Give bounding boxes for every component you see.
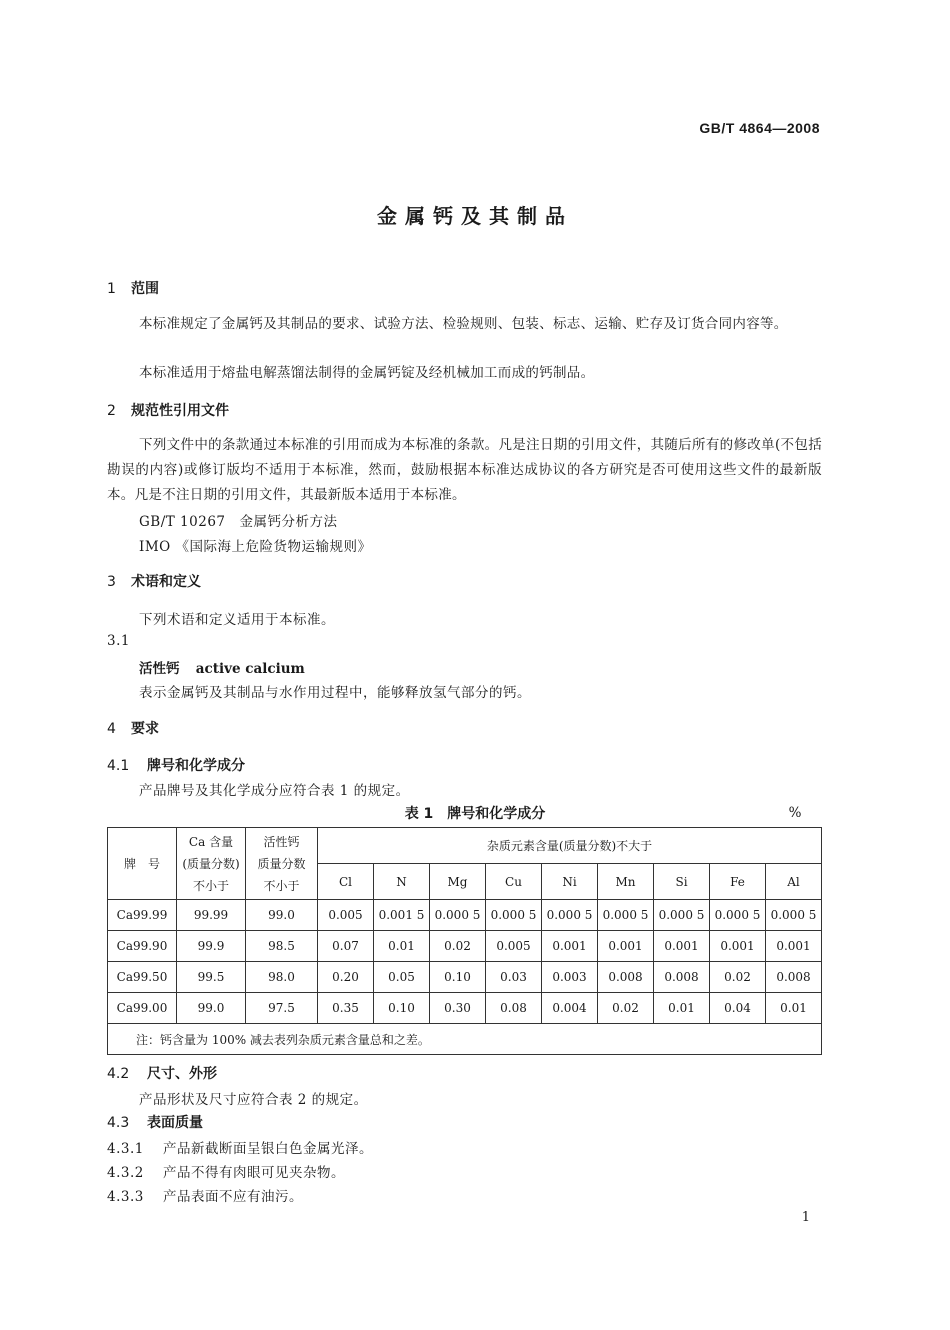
paragraph [107,361,822,386]
cell-grade: Ca99.90 [108,931,177,962]
cell-value: 0.02 [598,993,654,1024]
cell-value: 0.35 [318,993,374,1024]
table-row [108,993,822,1024]
cell-active: 99.0 [246,900,318,931]
section-title: 规范性引用文件 [131,403,229,419]
header-element: Mn [598,864,654,900]
cell-active: 98.5 [246,931,318,962]
clause-text: 产品表面不应有油污。 [163,1189,303,1205]
cell-grade: Ca99.00 [108,993,177,1024]
cell-value: 0.10 [430,962,486,993]
header-ca-content: Ca 含量 (质量分数) 不小于 [177,828,246,900]
paragraph [107,433,822,508]
section-title: 术语和定义 [131,574,201,590]
cell-value: 0.08 [486,993,542,1024]
table-unit: % [788,805,802,821]
cell-value: 0.03 [486,962,542,993]
cell-value: 0.000 5 [486,900,542,931]
page-number: 1 [801,1210,810,1225]
section-number: 4 [107,721,116,737]
header-element: N [374,864,430,900]
cell-active: 97.5 [246,993,318,1024]
cell-value: 0.001 5 [374,900,430,931]
term-english: active calcium [195,661,305,677]
cell-value: 0.000 5 [430,900,486,931]
cell-value: 0.005 [486,931,542,962]
table-row [108,931,822,962]
header-element: Cl [318,864,374,900]
cell-value: 0.02 [710,962,766,993]
cell-value: 0.000 5 [542,900,598,931]
section-2-heading [107,400,229,420]
cell-value: 0.008 [654,962,710,993]
section-number: 4.3 [107,1115,130,1131]
section-4-heading [107,718,159,738]
cell-value: 0.001 [710,931,766,962]
table-note: 注：钙含量为 100% 减去表列杂质元素含量总和之差。 [108,1024,822,1055]
header-element: Mg [430,864,486,900]
section-1-heading [107,278,159,298]
cell-value: 0.001 [598,931,654,962]
paragraph-text: 下列文件中的条款通过本标准的引用而成为本标准的条款。凡是注日期的引用文件，其随后所有的修改单(不包括勘误的内容)或修订版均不适用于本标准，然而，鼓励根据本标准达成协议的各方研究是否可使用这些文件的最新版本。凡是不注日期的引用文件，其最新版本适用于本标准。 [107,437,822,503]
section-number: 1 [107,281,116,297]
header-element: Ni [542,864,598,900]
cell-value: 0.003 [542,962,598,993]
table-row [108,962,822,993]
term-entry [139,657,305,677]
subsection-4-3-heading [107,1112,203,1132]
cell-value: 0.000 5 [710,900,766,931]
section-title: 表面质量 [147,1115,203,1131]
section-3-heading [107,571,201,591]
section-title: 牌号和化学成分 [147,758,245,774]
clause-4-3-1 [107,1137,373,1157]
term-definition: 表示金属钙及其制品与水作用过程中，能够释放氢气部分的钙。 [139,685,531,701]
header-element: Cu [486,864,542,900]
subsection-4-1-heading [107,755,245,775]
normative-reference: GB/T 10267 金属钙分析方法 [139,514,338,530]
cell-value: 0.001 [654,931,710,962]
cell-value: 0.001 [542,931,598,962]
clause-text: 产品不得有肉眼可见夹杂物。 [163,1165,345,1181]
clause-number: 4.3.1 [107,1141,144,1157]
header-active-calcium: 活性钙 质量分数 不小于 [246,828,318,900]
paragraph-text: 产品牌号及其化学成分应符合表 1 的规定。 [139,783,410,799]
normative-reference: IMO 《国际海上危险货物运输规则》 [139,539,372,555]
section-title: 范围 [131,281,159,297]
header-element: Si [654,864,710,900]
section-number: 4.2 [107,1066,130,1082]
standard-number: GB/T 4864—2008 [699,120,820,136]
paragraph-text: 下列术语和定义适用于本标准。 [139,612,335,628]
section-number: 4.1 [107,758,130,774]
paragraph [107,312,822,337]
cell-grade: Ca99.50 [108,962,177,993]
cell-value: 0.10 [374,993,430,1024]
clause-4-3-3 [107,1185,303,1205]
composition-table [107,827,822,1055]
paragraph-text: 本标准适用于熔盐电解蒸馏法制得的金属钙锭及经机械加工而成的钙制品。 [139,365,595,381]
cell-value: 0.008 [598,962,654,993]
header-grade: 牌 号 [108,828,177,900]
cell-value: 0.30 [430,993,486,1024]
cell-value: 0.000 5 [654,900,710,931]
paragraph-text: 本标准规定了金属钙及其制品的要求、试验方法、检验规则、包装、标志、运输、贮存及订货合同内容等。 [139,316,788,332]
cell-value: 0.20 [318,962,374,993]
clause-number: 4.3.2 [107,1165,144,1181]
cell-value: 0.005 [318,900,374,931]
clause-number: 4.3.3 [107,1189,144,1205]
cell-value: 0.01 [654,993,710,1024]
section-number: 2 [107,403,116,419]
cell-ca: 99.0 [177,993,246,1024]
section-title: 要求 [131,721,159,737]
header-element: Al [766,864,822,900]
clause-number: 3.1 [107,633,130,649]
section-number: 3 [107,574,116,590]
header-impurity: 杂质元素含量(质量分数)不大于 [318,828,822,864]
cell-value: 0.01 [766,993,822,1024]
cell-value: 0.04 [710,993,766,1024]
cell-value: 0.000 5 [766,900,822,931]
header-element: Fe [710,864,766,900]
cell-value: 0.000 5 [598,900,654,931]
table-row [108,900,822,931]
table-caption: 表 1 牌号和化学成分 [404,806,546,822]
cell-ca: 99.9 [177,931,246,962]
cell-value: 0.05 [374,962,430,993]
paragraph-text: 产品形状及尺寸应符合表 2 的规定。 [139,1092,368,1108]
term-chinese: 活性钙 [139,661,180,677]
cell-value: 0.004 [542,993,598,1024]
clause-text: 产品新截断面呈银白色金属光泽。 [163,1141,373,1157]
subsection-4-2-heading [107,1063,217,1083]
clause-4-3-2 [107,1161,345,1181]
cell-value: 0.008 [766,962,822,993]
cell-value: 0.001 [766,931,822,962]
cell-active: 98.0 [246,962,318,993]
section-title: 尺寸、外形 [147,1066,217,1082]
document-title: 金属钙及其制品 [377,204,573,228]
cell-grade: Ca99.99 [108,900,177,931]
cell-ca: 99.5 [177,962,246,993]
cell-value: 0.07 [318,931,374,962]
cell-ca: 99.99 [177,900,246,931]
cell-value: 0.02 [430,931,486,962]
cell-value: 0.01 [374,931,430,962]
